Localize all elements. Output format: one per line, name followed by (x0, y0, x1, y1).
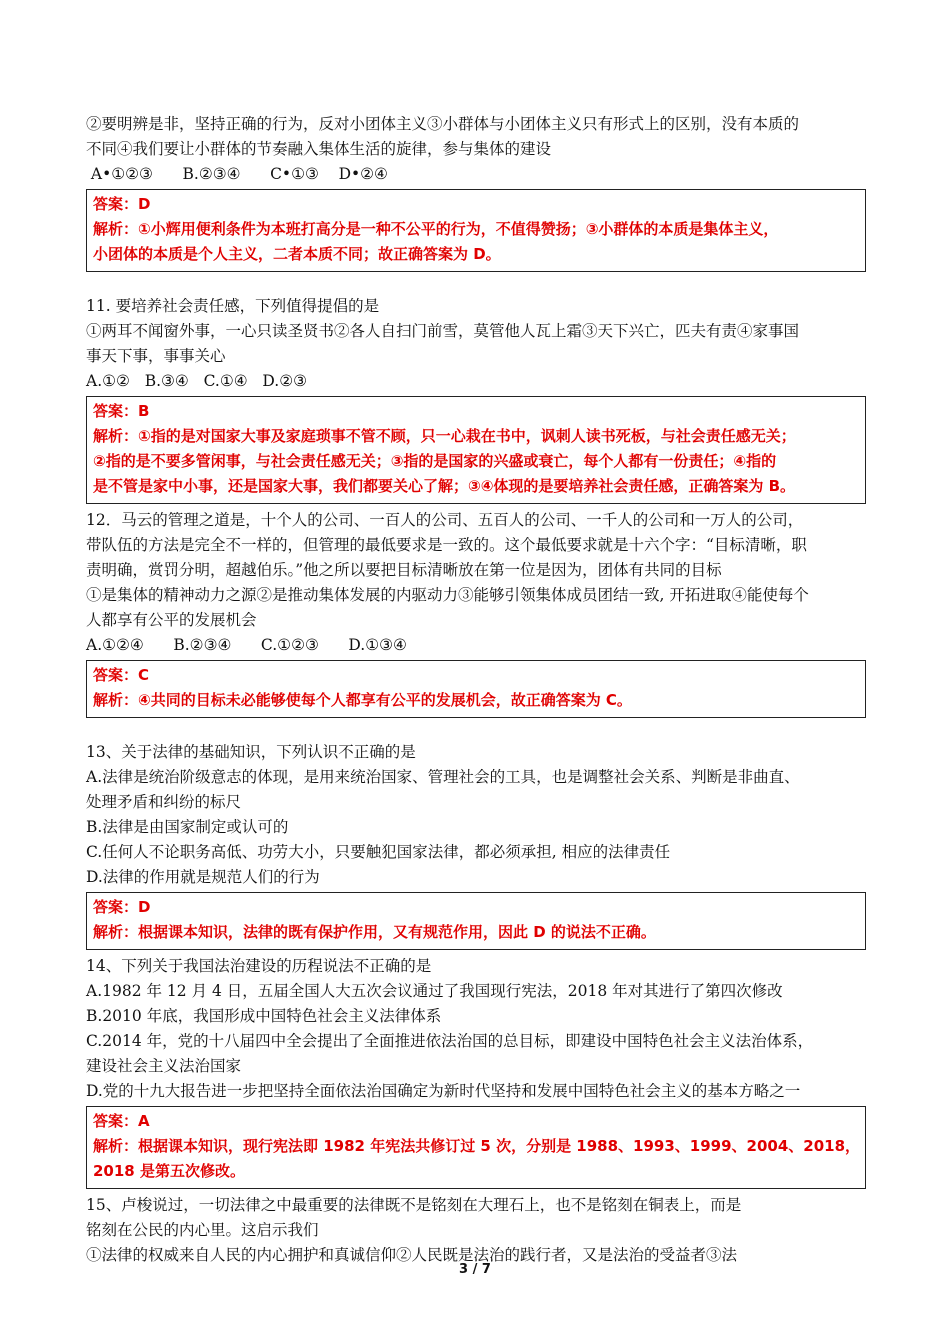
question-stem: 14、下列关于我国法治建设的历程说法不正确的是 (86, 957, 432, 975)
analysis: 解析：①指的是对国家大事及家庭琐事不管不顾，只一心栽在书中，讽刺人读书死板，与社会责任感无关； (93, 427, 796, 445)
page-number: 3 / 7 (459, 1262, 491, 1277)
answer: 答案：B (93, 402, 150, 420)
answer-box (86, 1106, 866, 1189)
answer-box (86, 396, 866, 504)
option-c: C.2014 年，党的十八届四中全会提出了全面推进依法治国的总目标，即建设中国特色社会主义法治体系， (86, 1032, 814, 1050)
question-13 (86, 740, 866, 950)
question-15 (86, 1193, 866, 1268)
question-stem: 12．马云的管理之道是，十个人的公司、一百人的公司、五百人的公司、一千人的公司和一万人的公司， (86, 511, 804, 529)
option-a: A.法律是统治阶级意志的体现，是用来统治国家、管理社会的工具，也是调整社会关系、判断是非曲直、 (86, 768, 800, 786)
page-content (86, 112, 866, 1268)
answer-box (86, 189, 866, 272)
question-text: 人都享有公平的发展机会 (86, 611, 257, 629)
analysis: 解析：④共同的目标未必能够使每个人都享有公平的发展机会，故正确答案为 C。 (93, 691, 632, 709)
option-a: A.1982 年 12 月 4 日，五届全国人大五次会议通过了我国现行宪法，2018 年对其进行了第四次修改 (86, 982, 783, 1000)
answer: 答案：A (93, 1112, 150, 1130)
answer: 答案：D (93, 195, 151, 213)
analysis: 解析：根据课本知识，法律的既有保护作用，又有规范作用，因此 D 的说法不正确。 (93, 923, 656, 941)
option-b: B.法律是由国家制定或认可的 (86, 818, 289, 836)
answer-box (86, 892, 866, 950)
question-stem-cont: 铭刻在公民的内心里。这启示我们 (86, 1221, 319, 1239)
analysis: 是不管是家中小事，还是国家大事，我们都要关心了解；③④体现的是要培养社会责任感，正确答案为 B。 (93, 477, 796, 495)
question-stem: 15、卢梭说过，一切法律之中最重要的法律既不是铭刻在大理石上，也不是铭刻在铜表上，而是 (86, 1196, 742, 1214)
question-text: ①是集体的精神动力之源②是推动集体发展的内驱动力③能够引领集体成员团结一致, 开拓进取④能使每个 (86, 586, 809, 604)
option-d: D.法律的作用就是规范人们的行为 (86, 868, 320, 886)
analysis: 小团体的本质是个人主义，二者本质不同；故正确答案为 D。 (93, 245, 501, 263)
question-14 (86, 954, 866, 1189)
option-b: B.2010 年底，我国形成中国特色社会主义法律体系 (86, 1007, 442, 1025)
analysis: 解析：①小辉用便利条件为本班打高分是一种不公平的行为，不值得赞扬；③小群体的本质是集体主义， (93, 220, 779, 238)
question-text: 带队伍的方法是完全不一样的，但管理的最低要求是一致的。这个最低要求就是十六个字：“目标清晰，职 (86, 536, 807, 554)
question-11 (86, 294, 866, 504)
option-a-cont: 处理矛盾和纠纷的标尺 (86, 793, 242, 811)
question-text: 事天下事，事事关心 (86, 347, 226, 365)
question-stem: 11. 要培养社会责任感，下列值得提倡的是 (86, 297, 380, 315)
option-d: D.党的十九大报告进一步把坚持全面依法治国确定为新时代坚持和发展中国特色社会主义的基本方略之一 (86, 1082, 801, 1100)
question-stem: 13、关于法律的基础知识，下列认识不正确的是 (86, 743, 416, 761)
analysis: 2018 是第五次修改。 (93, 1162, 245, 1180)
answer: 答案：C (93, 666, 150, 684)
option-c-cont: 建设社会主义法治国家 (86, 1057, 242, 1075)
question-options: A.①②④ B.②③④ C.①②③ D.①③④ (86, 636, 407, 654)
question-10 (86, 112, 866, 272)
question-text: ②要明辨是非，坚持正确的行为，反对小团体主义③小群体与小团体主义只有形式上的区别，没有本质的 (86, 115, 800, 133)
option-c: C.任何人不论职务高低、功劳大小，只要触犯国家法律，都必须承担, 相应的法律责任 (86, 843, 671, 861)
answer: 答案：D (93, 898, 151, 916)
analysis: 解析：根据课本知识，现行宪法即 1982 年宪法共修订过 5 次，分别是 1988、1993、1999、2004、2018， (93, 1137, 861, 1155)
question-options: A•①②③ B.②③④ C•①③ D•②④ (86, 165, 388, 183)
question-text: 责明确，赏罚分明，超越伯乐。”他之所以要把目标清晰放在第一位是因为，团体有共同的目标 (86, 561, 722, 579)
analysis: ②指的是不要多管闲事，与社会责任感无关；③指的是国家的兴盛或衰亡，每个人都有一份责任；④指的 (93, 452, 777, 470)
question-text: ①法律的权威来自人民的内心拥护和真诚信仰②人民既是法治的践行者，又是法治的受益者③法 (86, 1246, 738, 1264)
question-options: A.①② B.③④ C.①④ D.②③ (86, 372, 307, 390)
question-text: ①两耳不闻窗外事，一心只读圣贤书②各人自扫门前雪，莫管他人瓦上霜③天下兴亡，匹夫有责④家事国 (86, 322, 800, 340)
answer-box (86, 660, 866, 718)
question-text: 不同④我们要让小群体的节奏融入集体生活的旋律，参与集体的建设 (86, 140, 552, 158)
question-12 (86, 508, 866, 718)
